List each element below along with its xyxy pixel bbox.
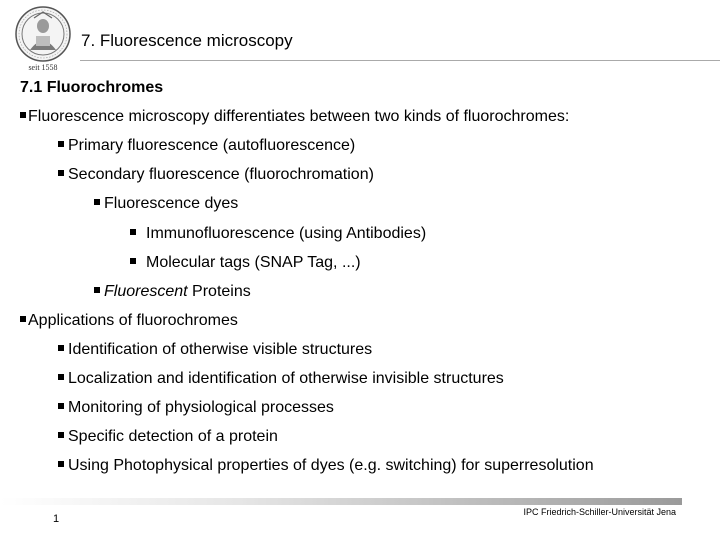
footer-gradient-bar (0, 498, 682, 505)
bullet-text-emphasis: Fluorescent (104, 283, 188, 300)
square-bullet-icon (58, 170, 64, 176)
bullet-item (58, 369, 504, 389)
bullet-item (58, 398, 334, 418)
bullet-item (20, 311, 238, 331)
bullet-text: Fluorescence dyes (104, 195, 239, 212)
bullet-item (58, 427, 278, 447)
bullet-item (94, 194, 238, 214)
square-bullet-icon (94, 199, 100, 205)
square-bullet-icon (20, 316, 26, 322)
logo-caption: seit 1558 (28, 63, 58, 72)
square-bullet-icon (94, 287, 100, 293)
bullet-item (130, 224, 426, 244)
square-bullet-icon (130, 258, 136, 264)
bullet-text: Immunofluorescence (using Antibodies) (146, 225, 427, 242)
section-heading: 7.1 Fluorochromes (20, 79, 164, 96)
slide-title: 7. Fluorescence microscopy (81, 31, 293, 50)
title-divider (80, 60, 720, 61)
bullet-text: Fluorescence microscopy differentiates between two kinds of fluorochromes: (28, 108, 570, 125)
square-bullet-icon (58, 432, 64, 438)
square-bullet-icon (58, 403, 64, 409)
bullet-item (58, 340, 372, 360)
bullet-item (94, 282, 251, 302)
bullet-text: Localization and identification of otherwise invisible structures (68, 370, 504, 387)
bullet-text: Secondary fluorescence (fluorochromation) (68, 166, 374, 183)
square-bullet-icon (58, 345, 64, 351)
bullet-item (130, 253, 361, 273)
square-bullet-icon (130, 229, 136, 235)
bullet-text: Proteins (187, 283, 251, 300)
square-bullet-icon (58, 374, 64, 380)
bullet-text: Monitoring of physiological processes (68, 399, 334, 416)
bullet-text: Using Photophysical properties of dyes (e.g. switching) for superresolution (68, 457, 594, 474)
bullet-item (58, 456, 594, 476)
bullet-text: Identification of otherwise visible structures (68, 341, 373, 358)
bullet-item (20, 107, 569, 127)
bullet-text: Applications of fluorochromes (28, 312, 238, 329)
bullet-item (58, 136, 355, 156)
bullet-text: Primary fluorescence (autofluorescence) (68, 137, 356, 154)
square-bullet-icon (20, 112, 26, 118)
bullet-item (58, 165, 374, 185)
university-seal-icon (14, 4, 72, 66)
page-number: 1 (53, 513, 60, 525)
square-bullet-icon (58, 141, 64, 147)
bullet-text: Molecular tags (SNAP Tag, ...) (146, 254, 361, 271)
square-bullet-icon (58, 461, 64, 467)
bullet-text: Specific detection of a protein (68, 428, 278, 445)
footer-institution: IPC Friedrich-Schiller-Universität Jena (523, 507, 676, 517)
